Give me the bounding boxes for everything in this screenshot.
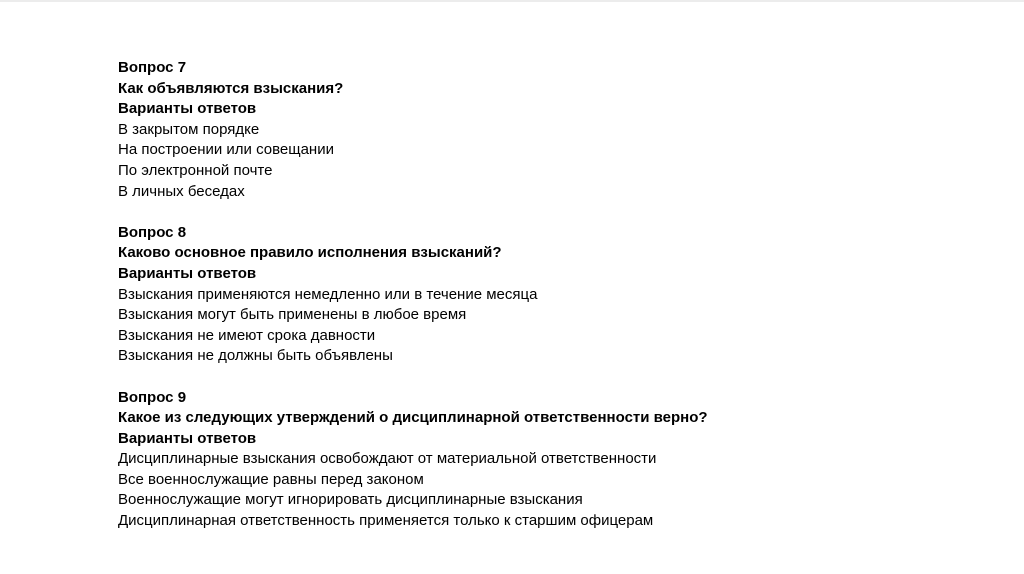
slide-content [118,58,998,532]
answer-option: Взыскания не имеют срока давности [118,326,376,344]
question-number: Вопрос 7 [118,59,187,76]
answer-option: В закрытом порядке [118,120,260,138]
answer-list [118,449,998,531]
question-block-9 [118,388,998,532]
answer-option: Взыскания могут быть применены в любое время [118,306,467,324]
answer-list [118,285,998,367]
answer-option: Военнослужащие могут игнорировать дисциплинарные взыскания [118,491,583,509]
answer-option: Дисциплинарные взыскания освобождают от материальной ответственности [118,450,657,468]
answer-option: Взыскания не должны быть объявлены [118,347,393,365]
answer-option: Взыскания применяются немедленно или в течение месяца [118,285,538,303]
question-text: Каково основное правило исполнения взысканий? [118,244,502,262]
question-number: Вопрос 9 [118,388,187,406]
question-block-7 [118,58,998,202]
answers-heading: Варианты ответов [118,264,257,282]
answer-option: Дисциплинарная ответственность применяется только к старшим офицерам [118,512,654,530]
question-text: Какое из следующих утверждений о дисциплинарной ответственности верно? [118,409,708,427]
answer-option: Все военнослужащие равны перед законом [118,470,424,488]
question-number: Вопрос 8 [118,223,187,241]
answer-option: По электронной почте [118,161,273,179]
question-text: Как объявляются взыскания? [118,79,344,97]
answer-option: На построении или совещании [118,141,334,159]
question-block-8 [118,223,998,367]
answer-list [118,120,998,202]
slide-top-border [0,0,1024,2]
answer-option: В личных беседах [118,182,245,200]
answers-heading: Варианты ответов [118,429,257,447]
answers-heading: Варианты ответов [118,100,257,118]
